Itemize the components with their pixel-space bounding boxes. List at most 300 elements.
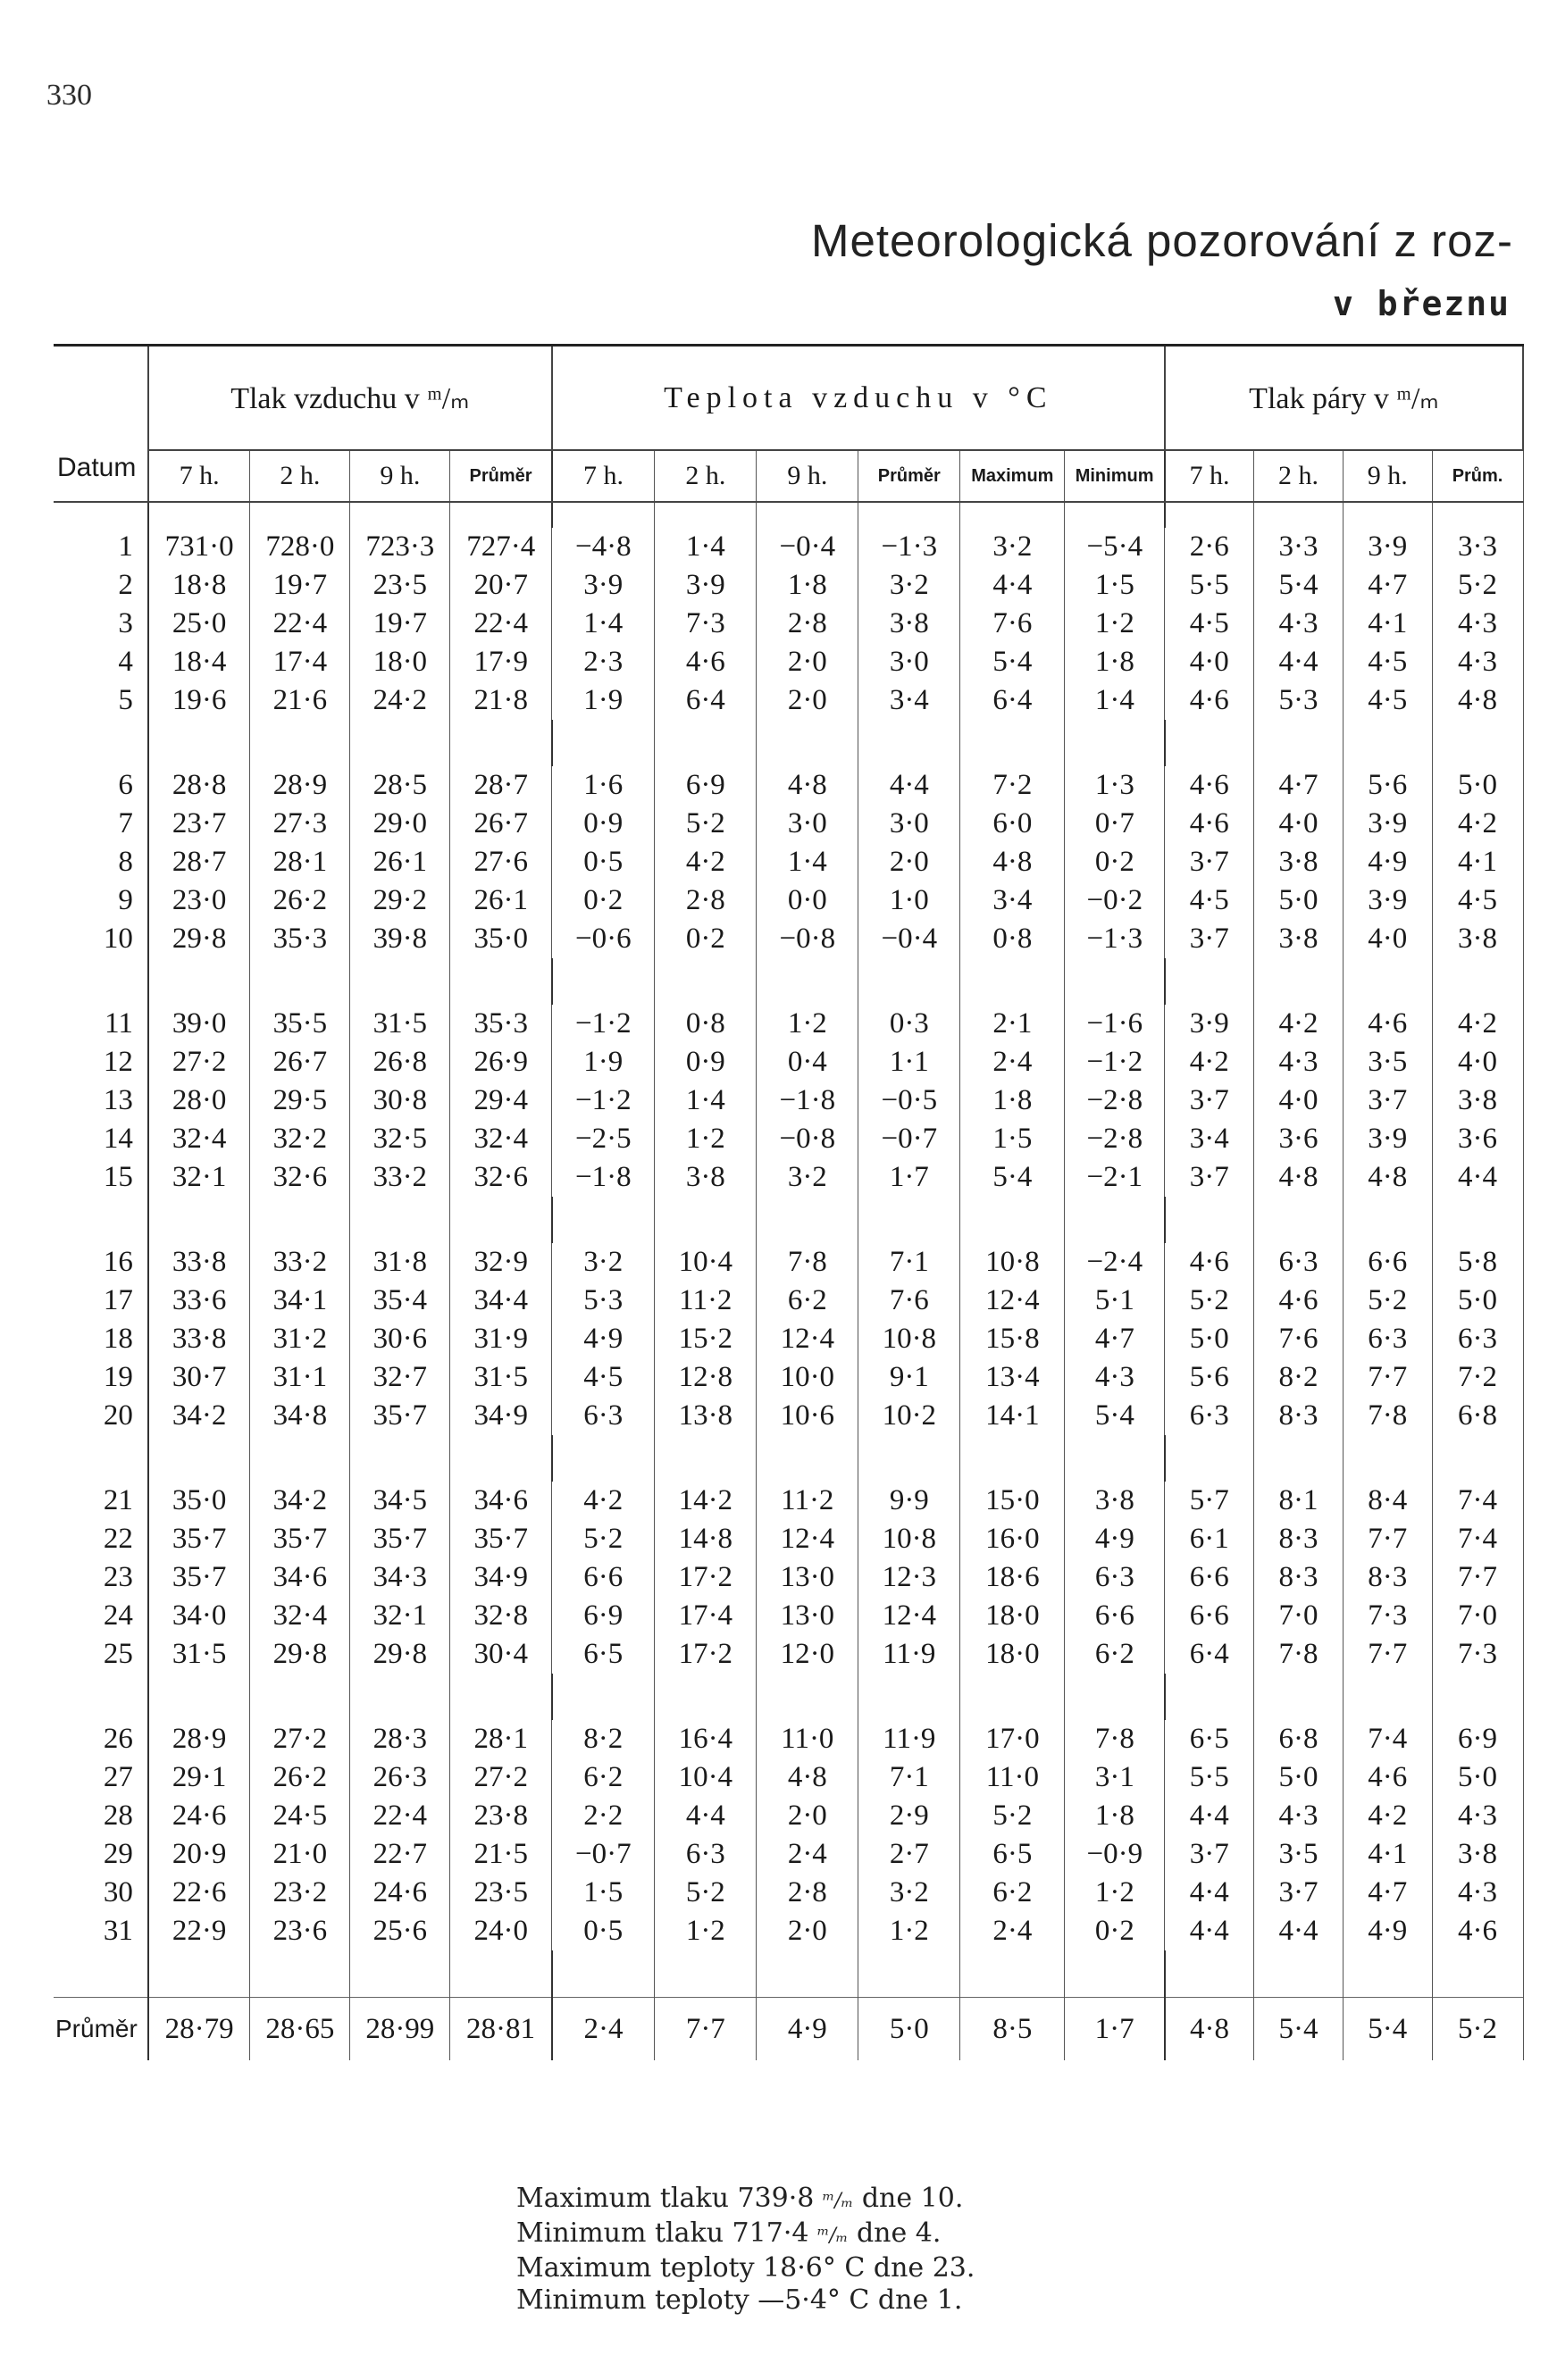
cell-p2: 6·8 xyxy=(1254,1720,1344,1758)
cell-p9: 5·6 xyxy=(1343,766,1432,805)
spacer-cell xyxy=(350,502,450,528)
cell-tp: 31·9 xyxy=(450,1320,552,1358)
note-line: Maximum teploty 18·6° C dne 23. xyxy=(516,2252,975,2284)
cell-t9: 28·3 xyxy=(350,1720,450,1758)
cell-t7: 25·0 xyxy=(148,605,250,643)
cell-p2: 7·0 xyxy=(1254,1597,1344,1635)
cell-amin: 1·2 xyxy=(1065,1874,1165,1912)
spacer-cell xyxy=(250,720,350,766)
cell-p7: 4·6 xyxy=(1165,766,1254,805)
col-vapor-9h: 9 h. xyxy=(1343,450,1432,502)
cell-a2: 0·2 xyxy=(655,920,757,958)
cell-t2: 32·2 xyxy=(250,1120,350,1158)
cell-p9: 8·4 xyxy=(1343,1482,1432,1520)
cell-p2: 5·0 xyxy=(1254,881,1344,920)
cell-ap: 7·6 xyxy=(858,1282,960,1320)
cell-tp: 20·7 xyxy=(450,566,552,605)
table-row xyxy=(54,1912,1523,1950)
row-date: 10 xyxy=(54,920,148,958)
col-temp-min: Minimum xyxy=(1065,450,1165,502)
cell-p2: 4·3 xyxy=(1254,1797,1344,1835)
spacer-cell xyxy=(1165,1435,1254,1482)
cell-ap: 3·2 xyxy=(858,566,960,605)
cell-ap: 1·1 xyxy=(858,1043,960,1081)
spacer-cell xyxy=(1065,502,1165,528)
cell-t7: 30·7 xyxy=(148,1358,250,1397)
cell-t9: 35·4 xyxy=(350,1282,450,1320)
cell-p9: 3·5 xyxy=(1343,1043,1432,1081)
cell-amin: −0·9 xyxy=(1065,1835,1165,1874)
spacer-cell xyxy=(350,1674,450,1720)
cell-p2: 4·0 xyxy=(1254,1081,1344,1120)
cell-a9: 2·0 xyxy=(757,681,858,720)
cell-p7: 3·7 xyxy=(1165,1158,1254,1197)
spacer-cell xyxy=(960,502,1065,528)
cell-t2: 23·2 xyxy=(250,1874,350,1912)
cell-pp: 6·3 xyxy=(1432,1320,1523,1358)
cell-t9: 26·1 xyxy=(350,843,450,881)
cell-a9: 2·8 xyxy=(757,1874,858,1912)
cell-p2: 4·8 xyxy=(1254,1158,1344,1197)
cell-pp: 4·2 xyxy=(1432,1005,1523,1043)
cell-amax: 15·8 xyxy=(960,1320,1065,1358)
row-date: 24 xyxy=(54,1597,148,1635)
cell-p7: 6·4 xyxy=(1165,1635,1254,1674)
cell-a9: 0·4 xyxy=(757,1043,858,1081)
spacer-cell xyxy=(1432,502,1523,528)
cell-amin: 1·7 xyxy=(1065,1998,1165,2061)
table-row xyxy=(54,643,1523,681)
extremes-notes xyxy=(516,2183,975,2317)
cell-p9: 4·9 xyxy=(1343,843,1432,881)
spacer-cell xyxy=(1432,1950,1523,1998)
row-date: 26 xyxy=(54,1720,148,1758)
cell-pp: 5·8 xyxy=(1432,1243,1523,1282)
cell-t2: 29·5 xyxy=(250,1081,350,1120)
cell-tp: 32·8 xyxy=(450,1597,552,1635)
cell-amax: 5·4 xyxy=(960,1158,1065,1197)
cell-t7: 32·4 xyxy=(148,1120,250,1158)
spacer-cell xyxy=(757,1435,858,1482)
cell-t2: 31·2 xyxy=(250,1320,350,1358)
spacer-cell xyxy=(1065,958,1165,1005)
spacer-cell xyxy=(450,1435,552,1482)
cell-p2: 7·8 xyxy=(1254,1635,1344,1674)
cell-a2: 4·2 xyxy=(655,843,757,881)
cell-p9: 4·5 xyxy=(1343,643,1432,681)
cell-p2: 3·6 xyxy=(1254,1120,1344,1158)
cell-amin: 3·8 xyxy=(1065,1482,1165,1520)
cell-amax: 4·8 xyxy=(960,843,1065,881)
cell-amax: 18·0 xyxy=(960,1635,1065,1674)
cell-t7: 35·7 xyxy=(148,1558,250,1597)
row-date: 12 xyxy=(54,1043,148,1081)
row-date: 4 xyxy=(54,643,148,681)
row-date: 6 xyxy=(54,766,148,805)
cell-amax: 6·5 xyxy=(960,1835,1065,1874)
datum-header: Datum xyxy=(54,347,148,502)
page-title: Meteorologická pozorování z roz- xyxy=(810,215,1513,266)
cell-p9: 4·9 xyxy=(1343,1912,1432,1950)
cell-t9: 22·4 xyxy=(350,1797,450,1835)
cell-t2: 32·6 xyxy=(250,1158,350,1197)
row-date: 20 xyxy=(54,1397,148,1435)
cell-t2: 35·3 xyxy=(250,920,350,958)
cell-p9: 7·7 xyxy=(1343,1358,1432,1397)
pressure-header: Tlak vzduchu v ᵐ/ₘ xyxy=(148,347,552,450)
cell-p7: 4·8 xyxy=(1165,1998,1254,2061)
cell-ap: 11·9 xyxy=(858,1635,960,1674)
cell-p2: 8·3 xyxy=(1254,1397,1344,1435)
cell-a2: 6·9 xyxy=(655,766,757,805)
spacer-cell xyxy=(1165,1950,1254,1998)
table-row xyxy=(54,681,1523,720)
cell-t7: 19·6 xyxy=(148,681,250,720)
cell-amin: 1·2 xyxy=(1065,605,1165,643)
cell-a7: −4·8 xyxy=(552,528,655,566)
cell-pp: 4·0 xyxy=(1432,1043,1523,1081)
cell-a7: 0·9 xyxy=(552,805,655,843)
spacer-cell xyxy=(1065,1435,1165,1482)
cell-t9: 24·6 xyxy=(350,1874,450,1912)
spacer-cell xyxy=(148,1197,250,1243)
cell-p7: 3·4 xyxy=(1165,1120,1254,1158)
cell-ap: 9·1 xyxy=(858,1358,960,1397)
cell-p9: 8·3 xyxy=(1343,1558,1432,1597)
cell-ap: 0·3 xyxy=(858,1005,960,1043)
cell-a2: 10·4 xyxy=(655,1243,757,1282)
group-spacer xyxy=(54,720,1523,766)
cell-a2: 1·2 xyxy=(655,1120,757,1158)
cell-amax: 8·5 xyxy=(960,1998,1065,2061)
cell-t2: 35·7 xyxy=(250,1520,350,1558)
col-pressure-9h: 9 h. xyxy=(350,450,450,502)
cell-tp: 34·9 xyxy=(450,1558,552,1597)
cell-a2: 6·4 xyxy=(655,681,757,720)
spacer-cell xyxy=(350,1197,450,1243)
cell-p7: 5·2 xyxy=(1165,1282,1254,1320)
row-date: 14 xyxy=(54,1120,148,1158)
row-date: 2 xyxy=(54,566,148,605)
cell-a7: −1·2 xyxy=(552,1081,655,1120)
page-number: 330 xyxy=(46,79,92,112)
cell-t9: 28·99 xyxy=(350,1998,450,2061)
cell-a7: 5·2 xyxy=(552,1520,655,1558)
cell-amin: 0·2 xyxy=(1065,843,1165,881)
cell-a9: 2·0 xyxy=(757,1797,858,1835)
cell-a7: 6·2 xyxy=(552,1758,655,1797)
cell-p9: 3·9 xyxy=(1343,528,1432,566)
cell-p9: 4·1 xyxy=(1343,1835,1432,1874)
col-temp-max: Maximum xyxy=(960,450,1065,502)
cell-p7: 4·4 xyxy=(1165,1912,1254,1950)
cell-a7: 2·2 xyxy=(552,1797,655,1835)
cell-ap: 9·9 xyxy=(858,1482,960,1520)
spacer-cell xyxy=(655,1674,757,1720)
spacer-cell xyxy=(1165,720,1254,766)
cell-a7: 6·5 xyxy=(552,1635,655,1674)
cell-p7: 4·6 xyxy=(1165,1243,1254,1282)
cell-pp: 3·8 xyxy=(1432,920,1523,958)
cell-tp: 32·4 xyxy=(450,1120,552,1158)
cell-t7: 18·8 xyxy=(148,566,250,605)
cell-pp: 4·3 xyxy=(1432,1874,1523,1912)
cell-ap: 2·9 xyxy=(858,1797,960,1835)
cell-a9: −0·8 xyxy=(757,1120,858,1158)
col-pressure-avg: Průměr xyxy=(450,450,552,502)
cell-t9: 32·5 xyxy=(350,1120,450,1158)
table-row xyxy=(54,1397,1523,1435)
cell-amin: 3·1 xyxy=(1065,1758,1165,1797)
spacer-cell xyxy=(54,1674,148,1720)
cell-ap: 11·9 xyxy=(858,1720,960,1758)
spacer-cell xyxy=(655,502,757,528)
cell-t2: 34·1 xyxy=(250,1282,350,1320)
cell-a9: 0·0 xyxy=(757,881,858,920)
cell-pp: 5·0 xyxy=(1432,766,1523,805)
cell-p7: 4·5 xyxy=(1165,605,1254,643)
spacer-cell xyxy=(1254,1197,1344,1243)
table-row xyxy=(54,1282,1523,1320)
cell-a2: 17·2 xyxy=(655,1558,757,1597)
cell-p9: 7·4 xyxy=(1343,1720,1432,1758)
table-row xyxy=(54,605,1523,643)
cell-pp: 7·4 xyxy=(1432,1520,1523,1558)
cell-amin: 1·5 xyxy=(1065,566,1165,605)
row-date: 28 xyxy=(54,1797,148,1835)
cell-tp: 24·0 xyxy=(450,1912,552,1950)
cell-amax: 14·1 xyxy=(960,1397,1065,1435)
note-line: Minimum teploty —5·4° C dne 1. xyxy=(516,2284,963,2316)
spacer-cell xyxy=(757,1674,858,1720)
vapor-pressure-header: Tlak páry v ᵐ/ₘ xyxy=(1165,347,1523,450)
cell-ap: 3·2 xyxy=(858,1874,960,1912)
cell-a9: 1·2 xyxy=(757,1005,858,1043)
cell-t9: 18·0 xyxy=(350,643,450,681)
cell-t2: 26·2 xyxy=(250,881,350,920)
table-row xyxy=(54,1358,1523,1397)
group-header-row xyxy=(54,347,1523,450)
spacer-cell xyxy=(1065,1674,1165,1720)
cell-amax: 1·5 xyxy=(960,1120,1065,1158)
cell-amin: 1·4 xyxy=(1065,681,1165,720)
cell-t2: 26·7 xyxy=(250,1043,350,1081)
cell-ap: 10·8 xyxy=(858,1520,960,1558)
cell-t2: 21·0 xyxy=(250,1835,350,1874)
row-date: 3 xyxy=(54,605,148,643)
cell-p2: 3·5 xyxy=(1254,1835,1344,1874)
cell-a2: 2·8 xyxy=(655,881,757,920)
spacer-cell xyxy=(148,1950,250,1998)
cell-amax: 6·4 xyxy=(960,681,1065,720)
spacer-cell xyxy=(655,1197,757,1243)
cell-pp: 3·8 xyxy=(1432,1081,1523,1120)
spacer-cell xyxy=(1254,1950,1344,1998)
cell-t9: 30·6 xyxy=(350,1320,450,1358)
row-date: 27 xyxy=(54,1758,148,1797)
cell-tp: 30·4 xyxy=(450,1635,552,1674)
cell-tp: 32·6 xyxy=(450,1158,552,1197)
cell-t9: 26·8 xyxy=(350,1043,450,1081)
cell-amax: 18·0 xyxy=(960,1597,1065,1635)
cell-a2: 1·4 xyxy=(655,528,757,566)
cell-amax: 10·8 xyxy=(960,1243,1065,1282)
cell-tp: 28·81 xyxy=(450,1998,552,2061)
cell-a2: 7·7 xyxy=(655,1998,757,2061)
cell-a7: 6·3 xyxy=(552,1397,655,1435)
cell-p2: 6·3 xyxy=(1254,1243,1344,1282)
cell-t2: 28·65 xyxy=(250,1998,350,2061)
cell-ap: 3·0 xyxy=(858,805,960,843)
cell-a2: 14·2 xyxy=(655,1482,757,1520)
cell-a7: 3·2 xyxy=(552,1243,655,1282)
cell-p7: 3·7 xyxy=(1165,843,1254,881)
group-spacer xyxy=(54,1435,1523,1482)
spacer-cell xyxy=(960,1674,1065,1720)
cell-t7: 23·0 xyxy=(148,881,250,920)
cell-ap: 12·3 xyxy=(858,1558,960,1597)
spacer-cell xyxy=(1254,1435,1344,1482)
cell-p9: 6·6 xyxy=(1343,1243,1432,1282)
spacer-cell xyxy=(960,1197,1065,1243)
cell-a7: 5·3 xyxy=(552,1282,655,1320)
cell-pp: 6·9 xyxy=(1432,1720,1523,1758)
spacer-cell xyxy=(250,1197,350,1243)
cell-amin: −2·4 xyxy=(1065,1243,1165,1282)
cell-p2: 7·6 xyxy=(1254,1320,1344,1358)
col-vapor-7h: 7 h. xyxy=(1165,450,1254,502)
table-row xyxy=(54,1320,1523,1358)
spacer-cell xyxy=(148,1435,250,1482)
spacer-cell xyxy=(858,1950,960,1998)
spacer-cell xyxy=(552,1435,655,1482)
cell-t9: 24·2 xyxy=(350,681,450,720)
spacer-cell xyxy=(250,958,350,1005)
cell-t7: 34·0 xyxy=(148,1597,250,1635)
cell-amin: −2·8 xyxy=(1065,1120,1165,1158)
cell-a7: 1·6 xyxy=(552,766,655,805)
cell-t2: 23·6 xyxy=(250,1912,350,1950)
cell-t9: 25·6 xyxy=(350,1912,450,1950)
cell-tp: 26·9 xyxy=(450,1043,552,1081)
spacer-cell xyxy=(54,1197,148,1243)
group-spacer xyxy=(54,1950,1523,1998)
cell-p9: 4·7 xyxy=(1343,1874,1432,1912)
spacer-cell xyxy=(250,1674,350,1720)
spacer-cell xyxy=(1432,1674,1523,1720)
cell-amin: −2·8 xyxy=(1065,1081,1165,1120)
cell-p2: 5·4 xyxy=(1254,566,1344,605)
cell-a7: 6·9 xyxy=(552,1597,655,1635)
cell-p7: 4·4 xyxy=(1165,1797,1254,1835)
table-row xyxy=(54,1797,1523,1835)
spacer-cell xyxy=(148,720,250,766)
cell-a9: 2·0 xyxy=(757,643,858,681)
row-date: 5 xyxy=(54,681,148,720)
cell-ap: 2·7 xyxy=(858,1835,960,1874)
cell-tp: 26·1 xyxy=(450,881,552,920)
spacer-cell xyxy=(350,1435,450,1482)
cell-t9: 723·3 xyxy=(350,528,450,566)
spacer-cell xyxy=(1254,720,1344,766)
cell-p2: 4·0 xyxy=(1254,805,1344,843)
average-row xyxy=(54,1998,1523,2061)
spacer-cell xyxy=(1254,502,1344,528)
cell-t2: 24·5 xyxy=(250,1797,350,1835)
cell-amax: 6·0 xyxy=(960,805,1065,843)
cell-t2: 27·3 xyxy=(250,805,350,843)
cell-ap: 2·0 xyxy=(858,843,960,881)
cell-amax: 6·2 xyxy=(960,1874,1065,1912)
cell-a2: 14·8 xyxy=(655,1520,757,1558)
cell-a9: 2·8 xyxy=(757,605,858,643)
cell-p2: 3·7 xyxy=(1254,1874,1344,1912)
cell-amin: −5·4 xyxy=(1065,528,1165,566)
cell-p2: 4·7 xyxy=(1254,766,1344,805)
cell-ap: 5·0 xyxy=(858,1998,960,2061)
cell-a2: 11·2 xyxy=(655,1282,757,1320)
col-temp-7h: 7 h. xyxy=(552,450,655,502)
cell-p2: 5·4 xyxy=(1254,1998,1344,2061)
cell-p9: 7·7 xyxy=(1343,1520,1432,1558)
table-row xyxy=(54,1635,1523,1674)
cell-amax: 16·0 xyxy=(960,1520,1065,1558)
cell-p7: 5·6 xyxy=(1165,1358,1254,1397)
row-date: 19 xyxy=(54,1358,148,1397)
cell-p2: 8·3 xyxy=(1254,1558,1344,1597)
note-line: Maximum tlaku 739·8 ᵐ/ₘ dne 10. xyxy=(516,2183,964,2214)
row-date: Průměr xyxy=(54,1998,148,2061)
spacer-cell xyxy=(757,502,858,528)
spacer-cell xyxy=(250,1435,350,1482)
cell-p7: 4·0 xyxy=(1165,643,1254,681)
cell-pp: 4·3 xyxy=(1432,605,1523,643)
spacer-cell xyxy=(54,1950,148,1998)
cell-ap: 3·8 xyxy=(858,605,960,643)
cell-a7: 1·4 xyxy=(552,605,655,643)
cell-pp: 5·2 xyxy=(1432,566,1523,605)
cell-p9: 4·5 xyxy=(1343,681,1432,720)
group-spacer xyxy=(54,1197,1523,1243)
spacer-cell xyxy=(757,720,858,766)
cell-a7: −0·7 xyxy=(552,1835,655,1874)
page-subtitle: v březnu xyxy=(1332,284,1511,323)
cell-a9: 4·9 xyxy=(757,1998,858,2061)
cell-pp: 3·3 xyxy=(1432,528,1523,566)
cell-t9: 39·8 xyxy=(350,920,450,958)
cell-amin: 5·4 xyxy=(1065,1397,1165,1435)
spacer-cell xyxy=(757,1950,858,1998)
cell-amax: 2·1 xyxy=(960,1005,1065,1043)
cell-amax: 4·4 xyxy=(960,566,1065,605)
spacer-cell xyxy=(148,502,250,528)
col-pressure-7h: 7 h. xyxy=(148,450,250,502)
cell-a9: 1·4 xyxy=(757,843,858,881)
spacer-cell xyxy=(655,720,757,766)
cell-a2: 5·2 xyxy=(655,1874,757,1912)
cell-a9: 2·4 xyxy=(757,1835,858,1874)
row-date: 16 xyxy=(54,1243,148,1282)
cell-amax: 12·4 xyxy=(960,1282,1065,1320)
cell-a2: 16·4 xyxy=(655,1720,757,1758)
cell-t7: 35·0 xyxy=(148,1482,250,1520)
row-date: 25 xyxy=(54,1635,148,1674)
spacer-cell xyxy=(1165,1197,1254,1243)
cell-p7: 6·6 xyxy=(1165,1597,1254,1635)
cell-p2: 4·4 xyxy=(1254,1912,1344,1950)
col-temp-avg: Průměr xyxy=(858,450,960,502)
spacer-cell xyxy=(1343,1674,1432,1720)
